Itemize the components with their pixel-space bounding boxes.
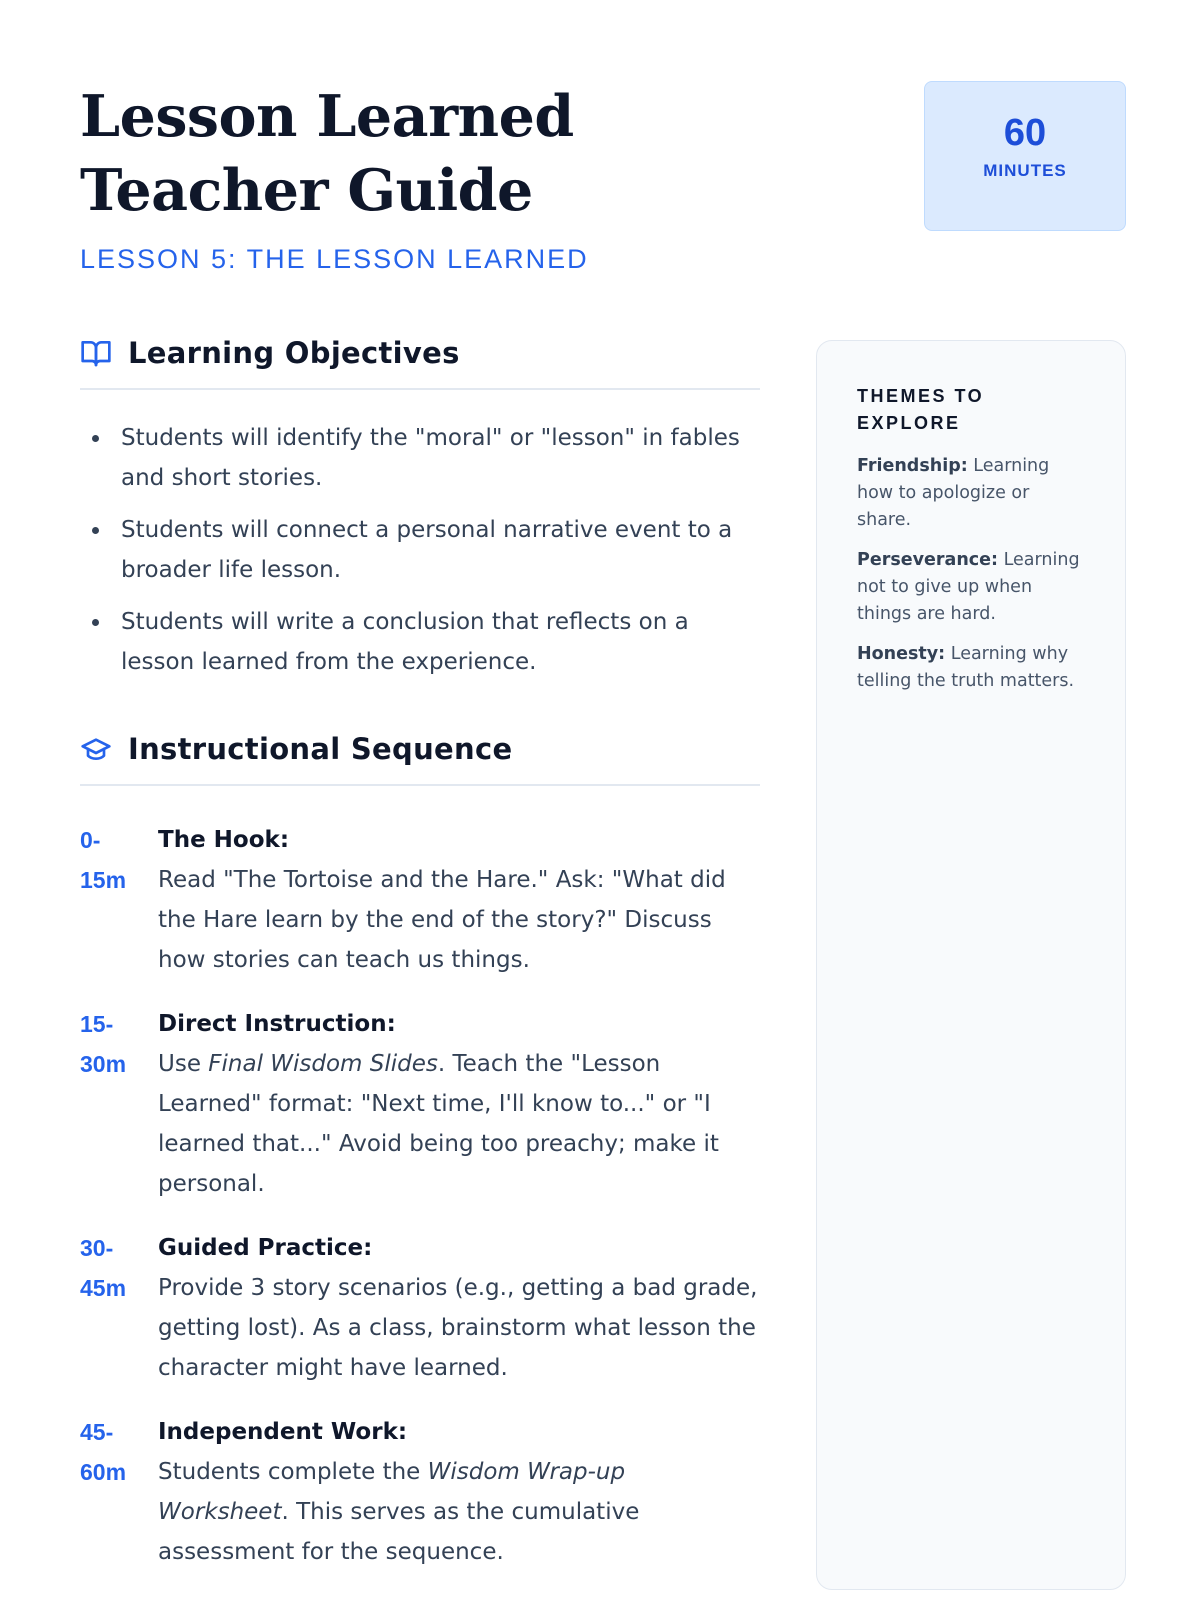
theme-item [857, 547, 1085, 628]
step-text [158, 1051, 719, 1197]
theme-name: Friendship: [857, 456, 968, 476]
step-time-end: 60m [80, 1459, 127, 1485]
objectives-list [80, 418, 760, 682]
step-title: Direct Instruction: [158, 1011, 396, 1037]
step-text-emphasis: Wisdom Wrap-up Worksheet [158, 1459, 626, 1525]
sequence-heading: Instructional Sequence [128, 732, 513, 766]
sequence-header [80, 732, 760, 786]
step-text-run: Read "The Tortoise and the Hare." Ask: "What did the Hare learn by the end of the story?" Discuss how stories can teach us things. [158, 867, 726, 973]
graduation-cap-icon [80, 733, 112, 765]
step-body [158, 1228, 760, 1388]
step-text-run: Provide 3 story scenarios (e.g., getting a bad grade, getting lost). As a class, brainstorm what lesson the character might have learned. [158, 1275, 758, 1381]
sequence-section [80, 732, 760, 1572]
lesson-subtitle: LESSON 5: THE LESSON LEARNED [80, 244, 589, 274]
step-time-end: 30m [80, 1051, 127, 1077]
theme-desc: Learning why telling the truth matters. [857, 644, 1075, 691]
sequence-step [80, 1004, 760, 1204]
step-text-emphasis: Final Wisdom Slides [208, 1051, 438, 1077]
objective-item: Students will write a conclusion that reflects on a lesson learned from the experience. [80, 602, 760, 682]
step-title: Independent Work: [158, 1419, 408, 1445]
step-title: The Hook: [158, 827, 290, 853]
step-body [158, 820, 760, 980]
step-time-end: 45m [80, 1275, 127, 1301]
step-time-start: 0- [80, 827, 101, 853]
step-time-start: 15- [80, 1011, 114, 1037]
step-time [80, 1004, 158, 1204]
theme-desc: Learning not to give up when things are hard. [857, 550, 1080, 624]
main-column [80, 336, 760, 1596]
theme-name: Honesty: [857, 644, 946, 664]
step-body [158, 1004, 760, 1204]
sequence-step [80, 1412, 760, 1572]
step-time [80, 1228, 158, 1388]
theme-desc: Learning how to apologize or share. [857, 456, 1050, 530]
duration-badge [924, 81, 1126, 231]
step-time [80, 820, 158, 980]
theme-item [857, 641, 1085, 695]
step-title: Guided Practice: [158, 1235, 373, 1261]
objectives-heading: Learning Objectives [128, 336, 460, 370]
sidebar-heading: THEMES TO EXPLORE [857, 386, 985, 433]
step-text [158, 1275, 757, 1381]
sequence-step [80, 1228, 760, 1388]
theme-name: Perseverance: [857, 550, 999, 570]
step-time [80, 1412, 158, 1572]
duration-unit: MINUTES [983, 161, 1067, 180]
step-text-run: Use [158, 1051, 209, 1077]
step-body [158, 1412, 760, 1572]
sequence-list [80, 820, 760, 1572]
step-text-run: . This serves as the cumulative assessment for the sequence. [158, 1499, 640, 1565]
sequence-step [80, 820, 760, 980]
objectives-header [80, 336, 760, 390]
objective-item: Students will connect a personal narrative event to a broader life lesson. [80, 510, 760, 590]
step-time-start: 45- [80, 1419, 114, 1445]
step-text [158, 1459, 639, 1565]
theme-item [857, 453, 1085, 534]
book-open-icon [80, 337, 112, 369]
step-text-run: . Teach the "Lesson Learned" format: "Next time, I'll know to..." or "I learned that..." Avoid being too preachy; make it personal. [158, 1051, 719, 1197]
step-time-start: 30- [80, 1235, 114, 1261]
page-title: Lesson Learned Teacher Guide [80, 83, 574, 224]
themes-sidebar [816, 340, 1126, 1590]
step-time-end: 15m [80, 867, 127, 893]
duration-value: 60 [1003, 112, 1047, 154]
step-text [158, 867, 726, 973]
step-text-run: Students complete the [158, 1459, 428, 1485]
objective-item: Students will identify the "moral" or "lesson" in fables and short stories. [80, 418, 760, 498]
